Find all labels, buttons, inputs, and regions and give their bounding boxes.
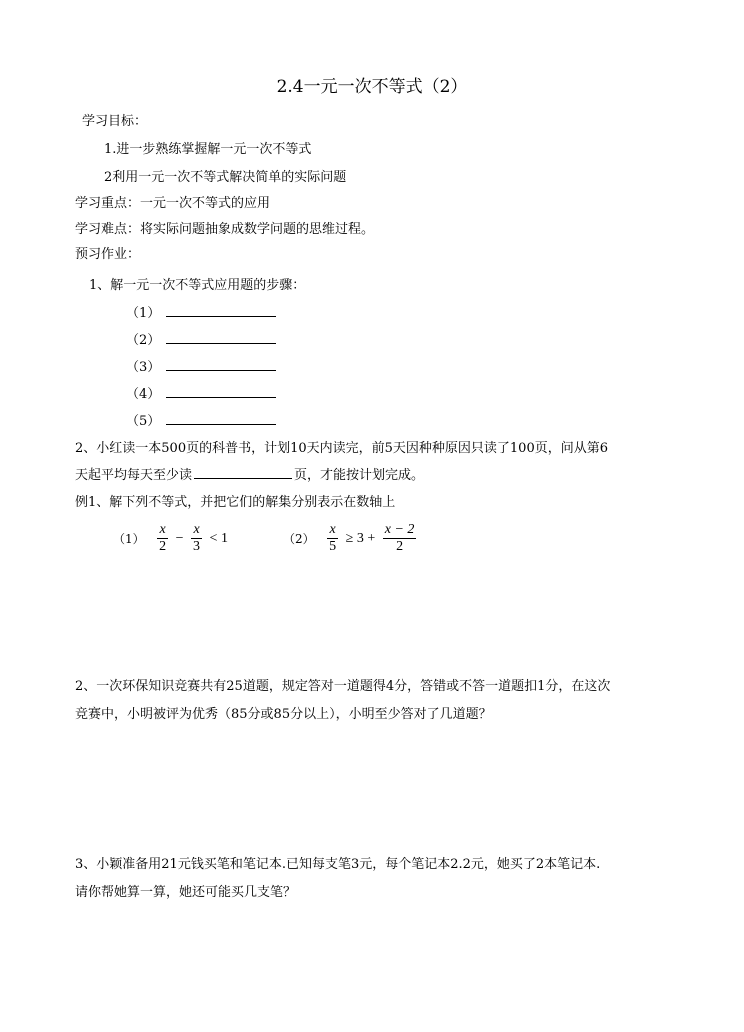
numerator: x <box>191 522 202 539</box>
answer-blank[interactable] <box>194 466 292 479</box>
numerator: x <box>327 522 338 539</box>
denominator: 5 <box>329 539 337 554</box>
objective-2: 2利用一元一次不等式解决简单的实际问题 <box>104 170 347 185</box>
objective-1: 1.进一步熟练掌握解一元一次不等式 <box>104 142 312 157</box>
page-title: 2.4一元一次不等式（2） <box>276 77 468 97</box>
question-2-line-2 <box>75 466 424 485</box>
step-2 <box>126 331 276 350</box>
problem-3-line-1: 3、小颖准备用21元钱买笔和笔记本.已知每支笔3元，每个笔记本2.2元，她买了2本笔记本. <box>75 857 601 872</box>
answer-blank[interactable] <box>166 304 276 317</box>
step-5 <box>126 412 276 431</box>
answer-blank[interactable] <box>166 331 276 344</box>
problem-3-line-2: 请你帮她算一算，她还可能买几支笔？ <box>75 885 297 900</box>
denominator: 3 <box>193 539 201 554</box>
key-point: 学习重点：一元一次不等式的应用 <box>75 196 271 211</box>
numerator: x − 2 <box>384 522 415 537</box>
step-3 <box>126 358 276 377</box>
fraction <box>383 522 417 555</box>
answer-blank[interactable] <box>166 412 276 425</box>
question-2-line-1: 2、小红读一本500页的科普书，计划10天内读完，前5天因种种原因只读了100页，问从第6 <box>75 441 608 456</box>
fraction <box>327 522 338 555</box>
problem-2-line-1: 2、一次环保知识竞赛共有25道题，规定答对一道题得4分，答错或不答一道题扣1分，在这次 <box>75 679 611 694</box>
step-label: （2） <box>126 333 161 348</box>
answer-blank[interactable] <box>166 358 276 371</box>
answer-blank[interactable] <box>166 385 276 398</box>
question-1: 1、解一元一次不等式应用题的步骤： <box>89 278 306 293</box>
step-label: （4） <box>126 387 161 402</box>
inequality-1-label: （1） <box>113 532 145 546</box>
operator: ≥ 3 + <box>345 530 376 546</box>
question-2-text-a: 天起平均每天至少读 <box>75 468 193 483</box>
preview-label: 预习作业： <box>75 247 141 262</box>
inequality-2 <box>283 522 417 555</box>
operator: − <box>175 530 184 546</box>
step-label: （3） <box>126 360 161 375</box>
step-label: （5） <box>126 414 161 429</box>
operator: < 1 <box>209 530 228 546</box>
step-label: （1） <box>126 306 161 321</box>
objectives-label: 学习目标： <box>82 114 148 129</box>
inequality-2-label: （2） <box>283 532 315 546</box>
example-1: 例1、解下列不等式，并把它们的解集分别表示在数轴上 <box>75 495 396 510</box>
numerator: x <box>157 522 168 539</box>
difficulty: 学习难点：将实际问题抽象成数学问题的思维过程。 <box>75 222 375 237</box>
inequality-1 <box>113 522 231 555</box>
step-1 <box>126 304 276 323</box>
fraction <box>191 522 202 555</box>
denominator: 2 <box>159 539 167 554</box>
question-2-text-b: 页，才能按计划完成。 <box>294 468 425 483</box>
problem-2-line-2: 竞赛中，小明被评为优秀（85分或85分以上），小明至少答对了几道题？ <box>75 707 492 722</box>
step-4 <box>126 385 276 404</box>
fraction <box>157 522 168 555</box>
denominator: 2 <box>396 539 404 554</box>
